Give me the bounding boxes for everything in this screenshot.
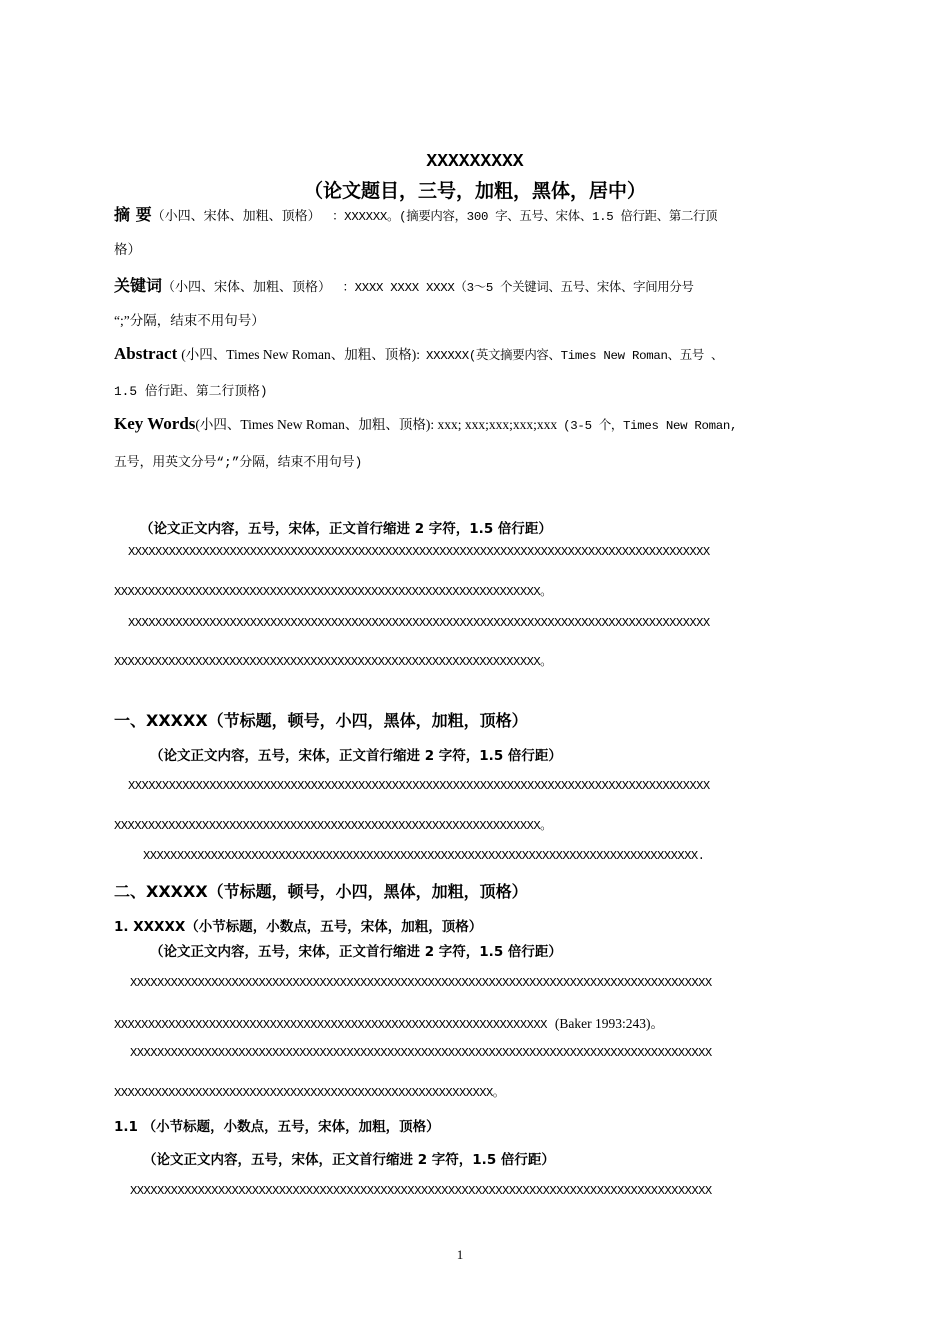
abstract-en-row — [114, 343, 723, 364]
abstract-cn-note: （小四、宋体、加粗、顶格） — [151, 208, 315, 223]
keywords-cn-label: 关键词 — [114, 276, 163, 295]
subsection-1-heading: 1. XXXXX（小节标题，小数点，五号，宋体，加粗，顶格） — [114, 919, 483, 935]
body-text-line: XXXXXXXXXXXXXXXXXXXXXXXXXXXXXXXXXXXXXXXXXXXXXXXXXXXXXXXXXXXXXXXXXXXXXXXXXXXXXXXXXXXXXX — [130, 1184, 712, 1198]
body-text-line: XXXXXXXXXXXXXXXXXXXXXXXXXXXXXXXXXXXXXXXXXXXXXXXXXXXXXXXXXXXXXXX。 — [114, 819, 552, 833]
body-text-line: XXXXXXXXXXXXXXXXXXXXXXXXXXXXXXXXXXXXXXXXXXXXXXXXXXXXXXXXXXXXXXXXXXXXXXXXXXXXXXXXXXXXXX — [128, 779, 710, 793]
subsection-1-1-heading: 1.1 （小节标题，小数点，五号，宋体，加粗，顶格） — [114, 1119, 440, 1135]
body-text-line: XXXXXXXXXXXXXXXXXXXXXXXXXXXXXXXXXXXXXXXXXXXXXXXXXXXXXXXXXXXXXXX。 — [114, 585, 552, 599]
abstract-cn-row — [114, 202, 717, 225]
body-text-line: XXXXXXXXXXXXXXXXXXXXXXXXXXXXXXXXXXXXXXXXXXXXXXXXXXXXXXXXXXXXXXXXXXXXXXXXXXXXXXXXXX. — [143, 849, 705, 863]
title-line-2: （论文题目，三号，加粗，黑体，居中） — [303, 180, 646, 202]
section-1-note: （论文正文内容，五号，宋体，正文首行缩进 2 字符，1.5 倍行距） — [150, 748, 562, 764]
abstract-cn-label: 摘 要 — [114, 205, 152, 224]
keywords-cn-text: ：XXXX XXXX XXXX（3～5 个关键词、五号、宋体、字间用分号 — [342, 281, 694, 295]
body-text-line: XXXXXXXXXXXXXXXXXXXXXXXXXXXXXXXXXXXXXXXXXXXXXXXXXXXXXXXXXXXXXXXXXXXXXXXXXXXXXXXXXXXXXX — [128, 545, 710, 559]
subsection-1-1-note: （论文正文内容，五号，宋体，正文首行缩进 2 字符，1.5 倍行距） — [143, 1152, 555, 1168]
body-intro-note: （论文正文内容，五号，宋体，正文首行缩进 2 字符，1.5 倍行距） — [140, 521, 552, 537]
section-1-heading: 一、XXXXX（节标题，顿号，小四，黑体，加粗，顶格） — [114, 711, 528, 730]
title-line-1: XXXXXXXXX — [426, 152, 524, 172]
abstract-cn-text-cont: 格） — [114, 242, 141, 257]
keywords-cn-text-cont: “;”分隔，结束不用句号） — [114, 313, 265, 328]
body-text-line: XXXXXXXXXXXXXXXXXXXXXXXXXXXXXXXXXXXXXXXXXXXXXXXXXXXXXXXX。 — [114, 1086, 505, 1100]
body-text-line: XXXXXXXXXXXXXXXXXXXXXXXXXXXXXXXXXXXXXXXXXXXXXXXXXXXXXXXXXXXXXXXXXXXXXXXXXXXXXXXXXXXXXX — [130, 1046, 712, 1060]
keywords-en-note: (小四、Times New Roman、加粗、顶格): xxx; xxx;xxx;xxx;xxx — [195, 417, 558, 432]
keywords-cn-note: （小四、宋体、加粗、顶格） — [162, 279, 325, 294]
keywords-en-row — [114, 413, 737, 434]
abstract-cn-text: ：XXXXXX。(摘要内容，300 字、五号、宋体、1.5 倍行距、第二行顶 — [332, 210, 718, 224]
body-text-line-with-citation — [114, 1012, 664, 1032]
abstract-en-text: XXXXXX(英文摘要内容、Times New Roman、五号 、 — [426, 349, 724, 363]
section-2-heading: 二、XXXXX（节标题，顿号，小四，黑体，加粗，顶格） — [114, 882, 528, 901]
abstract-en-label: Abstract — [114, 344, 178, 363]
keywords-en-label: Key Words — [114, 414, 196, 433]
section-2-note: （论文正文内容，五号，宋体，正文首行缩进 2 字符，1.5 倍行距） — [150, 944, 562, 960]
abstract-en-note: (小四、Times New Roman、加粗、顶格): — [181, 347, 421, 362]
body-text-segment: XXXXXXXXXXXXXXXXXXXXXXXXXXXXXXXXXXXXXXXXXXXXXXXXXXXXXXXXXXXXXXXX — [114, 1018, 547, 1032]
page-number: 1 — [456, 1247, 464, 1262]
keywords-en-text: (3-5 个，Times New Roman, — [563, 419, 738, 433]
abstract-en-text-cont: 1.5 倍行距、第二行顶格) — [114, 384, 268, 399]
keywords-en-text-cont: 五号，用英文分号“;”分隔，结束不用句号) — [114, 455, 363, 470]
keywords-cn-row — [114, 273, 694, 296]
body-text-line: XXXXXXXXXXXXXXXXXXXXXXXXXXXXXXXXXXXXXXXXXXXXXXXXXXXXXXXXXXXXXXX。 — [114, 655, 552, 669]
citation: (Baker 1993:243)。 — [554, 1016, 664, 1031]
body-text-line: XXXXXXXXXXXXXXXXXXXXXXXXXXXXXXXXXXXXXXXXXXXXXXXXXXXXXXXXXXXXXXXXXXXXXXXXXXXXXXXXXXXXXX — [128, 616, 710, 630]
body-text-line: XXXXXXXXXXXXXXXXXXXXXXXXXXXXXXXXXXXXXXXXXXXXXXXXXXXXXXXXXXXXXXXXXXXXXXXXXXXXXXXXXXXXXX — [130, 976, 712, 990]
